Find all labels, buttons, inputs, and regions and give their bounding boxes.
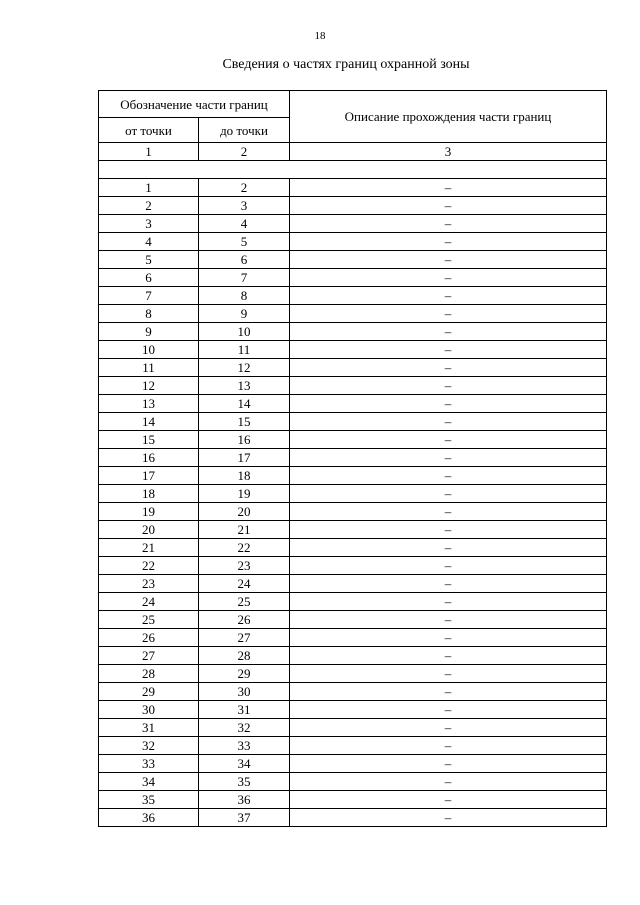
to-point-cell: 13 (199, 377, 290, 395)
to-point-cell: 36 (199, 791, 290, 809)
description-cell: – (290, 197, 607, 215)
to-point-cell: 23 (199, 557, 290, 575)
table-row (99, 305, 607, 323)
description-cell: – (290, 665, 607, 683)
from-point-cell: 14 (99, 413, 199, 431)
to-point-cell: 35 (199, 773, 290, 791)
description-cell: – (290, 557, 607, 575)
column-number: 2 (199, 143, 290, 161)
from-point-cell: 12 (99, 377, 199, 395)
to-point-cell: 30 (199, 683, 290, 701)
from-point-cell: 3 (99, 215, 199, 233)
table-row (99, 539, 607, 557)
header-description: Описание прохождения части границ (290, 91, 607, 143)
description-cell: – (290, 305, 607, 323)
table-row (99, 359, 607, 377)
table-row (99, 773, 607, 791)
to-point-cell: 12 (199, 359, 290, 377)
from-point-cell: 33 (99, 755, 199, 773)
from-point-cell: 15 (99, 431, 199, 449)
table-row (99, 251, 607, 269)
description-cell: – (290, 215, 607, 233)
from-point-cell: 22 (99, 557, 199, 575)
from-point-cell: 36 (99, 809, 199, 827)
to-point-cell: 33 (199, 737, 290, 755)
description-cell: – (290, 701, 607, 719)
to-point-cell: 28 (199, 647, 290, 665)
description-cell: – (290, 233, 607, 251)
table-row (99, 377, 607, 395)
to-point-cell: 8 (199, 287, 290, 305)
from-point-cell: 6 (99, 269, 199, 287)
description-cell: – (290, 683, 607, 701)
from-point-cell: 34 (99, 773, 199, 791)
description-cell: – (290, 611, 607, 629)
description-cell: – (290, 485, 607, 503)
table-row (99, 521, 607, 539)
from-point-cell: 11 (99, 359, 199, 377)
table-row (99, 467, 607, 485)
table-row (99, 179, 607, 197)
table-row (99, 737, 607, 755)
description-cell: – (290, 539, 607, 557)
table-row (99, 575, 607, 593)
to-point-cell: 18 (199, 467, 290, 485)
to-point-cell: 5 (199, 233, 290, 251)
table-row (99, 719, 607, 737)
to-point-cell: 4 (199, 215, 290, 233)
to-point-cell: 6 (199, 251, 290, 269)
description-cell: – (290, 575, 607, 593)
to-point-cell: 19 (199, 485, 290, 503)
to-point-cell: 32 (199, 719, 290, 737)
to-point-cell: 20 (199, 503, 290, 521)
to-point-cell: 27 (199, 629, 290, 647)
table-row (99, 431, 607, 449)
to-point-cell: 15 (199, 413, 290, 431)
to-point-cell: 2 (199, 179, 290, 197)
to-point-cell: 37 (199, 809, 290, 827)
from-point-cell: 24 (99, 593, 199, 611)
description-cell: – (290, 323, 607, 341)
from-point-cell: 9 (99, 323, 199, 341)
from-point-cell: 20 (99, 521, 199, 539)
header-to-point: до точки (199, 118, 290, 143)
to-point-cell: 34 (199, 755, 290, 773)
boundary-parts-table (98, 90, 607, 827)
table-row (99, 233, 607, 251)
to-point-cell: 14 (199, 395, 290, 413)
table-row (99, 629, 607, 647)
description-cell: – (290, 791, 607, 809)
to-point-cell: 26 (199, 611, 290, 629)
from-point-cell: 17 (99, 467, 199, 485)
description-cell: – (290, 737, 607, 755)
from-point-cell: 4 (99, 233, 199, 251)
column-number: 3 (290, 143, 607, 161)
from-point-cell: 2 (99, 197, 199, 215)
from-point-cell: 25 (99, 611, 199, 629)
description-cell: – (290, 269, 607, 287)
column-number: 1 (99, 143, 199, 161)
description-cell: – (290, 467, 607, 485)
page-number: 18 (314, 30, 326, 42)
to-point-cell: 21 (199, 521, 290, 539)
table-row (99, 395, 607, 413)
from-point-cell: 5 (99, 251, 199, 269)
from-point-cell: 8 (99, 305, 199, 323)
to-point-cell: 22 (199, 539, 290, 557)
from-point-cell: 35 (99, 791, 199, 809)
table-row (99, 647, 607, 665)
table-row (99, 197, 607, 215)
from-point-cell: 28 (99, 665, 199, 683)
table-row (99, 485, 607, 503)
table-row (99, 341, 607, 359)
to-point-cell: 9 (199, 305, 290, 323)
description-cell: – (290, 341, 607, 359)
to-point-cell: 7 (199, 269, 290, 287)
from-point-cell: 10 (99, 341, 199, 359)
to-point-cell: 29 (199, 665, 290, 683)
description-cell: – (290, 647, 607, 665)
from-point-cell: 16 (99, 449, 199, 467)
table-row (99, 287, 607, 305)
empty-row (99, 161, 607, 179)
description-cell: – (290, 503, 607, 521)
table-row (99, 413, 607, 431)
header-designation: Обозначение части границ (99, 91, 290, 118)
description-cell: – (290, 377, 607, 395)
description-cell: – (290, 359, 607, 377)
from-point-cell: 13 (99, 395, 199, 413)
from-point-cell: 29 (99, 683, 199, 701)
description-cell: – (290, 413, 607, 431)
from-point-cell: 23 (99, 575, 199, 593)
table-row (99, 701, 607, 719)
from-point-cell: 21 (99, 539, 199, 557)
description-cell: – (290, 521, 607, 539)
from-point-cell: 1 (99, 179, 199, 197)
to-point-cell: 16 (199, 431, 290, 449)
to-point-cell: 24 (199, 575, 290, 593)
table-row (99, 593, 607, 611)
description-cell: – (290, 251, 607, 269)
description-cell: – (290, 395, 607, 413)
description-cell: – (290, 809, 607, 827)
to-point-cell: 10 (199, 323, 290, 341)
to-point-cell: 17 (199, 449, 290, 467)
from-point-cell: 27 (99, 647, 199, 665)
description-cell: – (290, 773, 607, 791)
description-cell: – (290, 179, 607, 197)
table-row (99, 665, 607, 683)
to-point-cell: 31 (199, 701, 290, 719)
description-cell: – (290, 719, 607, 737)
description-cell: – (290, 449, 607, 467)
table-row (99, 449, 607, 467)
table-row (99, 269, 607, 287)
table-row (99, 683, 607, 701)
from-point-cell: 19 (99, 503, 199, 521)
table-row (99, 755, 607, 773)
to-point-cell: 11 (199, 341, 290, 359)
from-point-cell: 18 (99, 485, 199, 503)
table-row (99, 791, 607, 809)
from-point-cell: 31 (99, 719, 199, 737)
description-cell: – (290, 287, 607, 305)
description-cell: – (290, 593, 607, 611)
to-point-cell: 25 (199, 593, 290, 611)
header-from-point: от точки (99, 118, 199, 143)
description-cell: – (290, 629, 607, 647)
table-row (99, 557, 607, 575)
table-row (99, 611, 607, 629)
table-row (99, 809, 607, 827)
page-title: Сведения о частях границ охранной зоны (222, 57, 470, 72)
table-row (99, 503, 607, 521)
from-point-cell: 7 (99, 287, 199, 305)
from-point-cell: 32 (99, 737, 199, 755)
from-point-cell: 26 (99, 629, 199, 647)
to-point-cell: 3 (199, 197, 290, 215)
from-point-cell: 30 (99, 701, 199, 719)
table-row (99, 215, 607, 233)
description-cell: – (290, 431, 607, 449)
table-body (99, 179, 607, 827)
description-cell: – (290, 755, 607, 773)
table-row (99, 323, 607, 341)
